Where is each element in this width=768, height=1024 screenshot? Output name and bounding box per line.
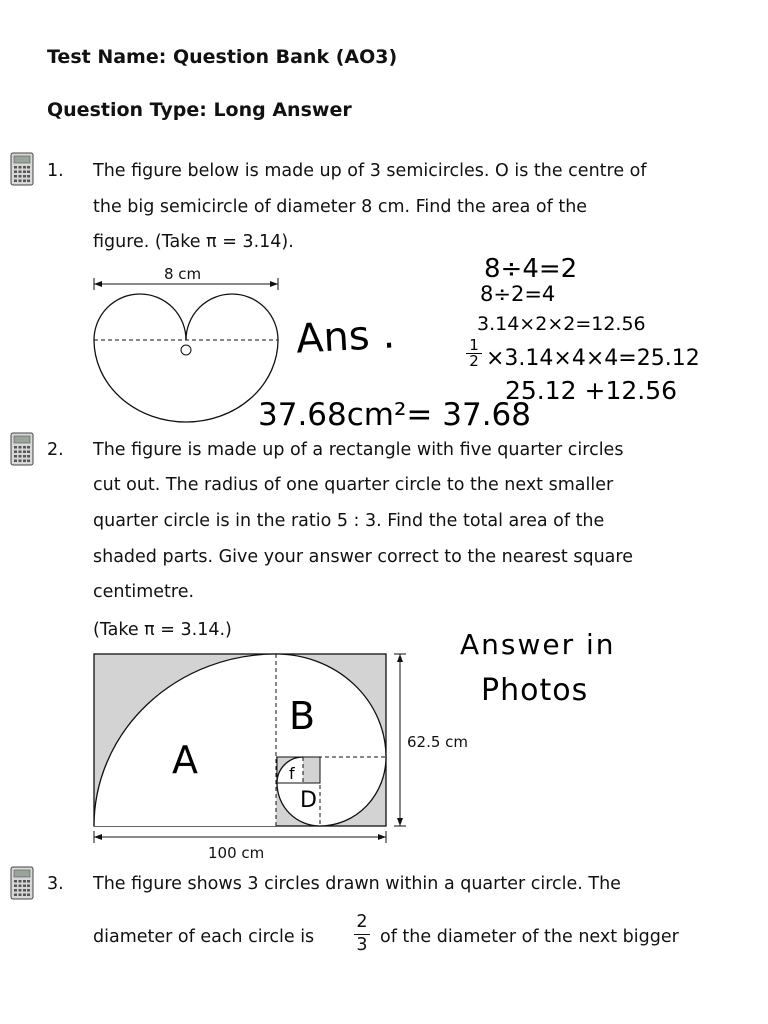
handwritten-working-5: 25.12 +12.56 [505,376,678,405]
width-label: 100 cm [208,844,265,862]
question-2-line-1: The figure is made up of a rectangle with five quarter circles [93,440,624,460]
quarter-circles-figure [90,645,420,845]
question-1-line-2: the big semicircle of diameter 8 cm. Find the area of the [93,197,588,217]
handwritten-answer-line-2: Photos [481,673,589,708]
handwritten-working-4: ×3.14×4×4=25.12 [486,346,700,371]
question-2-line-6: (Take π = 3.14.) [93,620,232,640]
calculator-icon [10,152,34,186]
question-2-number: 2. [47,440,64,460]
question-2-line-2: cut out. The radius of one quarter circle to the next smaller [93,475,614,495]
handwritten-final-answer: 37.68cm²= 37.68 [258,397,531,433]
question-type: Question Type: Long Answer [47,99,352,121]
question-2-line-3: quarter circle is in the ratio 5 : 3. Find the total area of the [93,511,605,531]
fraction-denominator: 3 [356,934,368,955]
question-2-line-5: centimetre. [93,582,195,602]
question-3-number: 3. [47,874,64,894]
handwritten-half-denominator: 2 [469,352,479,370]
question-1-line-3: figure. (Take π = 3.14). [93,232,294,252]
region-label-a: A [172,738,198,782]
region-label-b: B [289,694,316,738]
question-1-number: 1. [47,161,64,181]
calculator-icon [10,432,34,466]
handwritten-ans-label: Ans . [294,311,397,363]
handwritten-working-3: 3.14×2×2=12.56 [477,313,646,335]
calculator-icon [10,866,34,900]
question-3-line-2: diameter of each circle is [93,927,315,947]
handwritten-working-2: 8÷2=4 [480,282,556,306]
handwritten-half [466,338,482,369]
fraction-numerator: 2 [354,914,370,935]
question-3-line-2b: of the diameter of the next bigger [380,927,679,947]
question-2-line-4: shaded parts. Give your answer correct to the nearest square [93,547,633,567]
diameter-label: 8 cm [164,265,202,283]
fraction-two-thirds [354,914,370,954]
question-1-line-1: The figure below is made up of 3 semicircles. O is the centre of [93,161,647,181]
question-3-line-1: The figure shows 3 circles drawn within a quarter circle. The [93,874,621,894]
handwritten-answer-line-1: Answer in [460,628,616,661]
handwritten-half-numerator: 1 [466,338,482,354]
test-name: Test Name: Question Bank (AO3) [47,46,398,68]
height-label: 62.5 cm [407,733,469,751]
region-label-d: D [300,788,317,813]
region-label-f: f [289,764,295,783]
handwritten-working-1: 8÷4=2 [484,254,578,284]
